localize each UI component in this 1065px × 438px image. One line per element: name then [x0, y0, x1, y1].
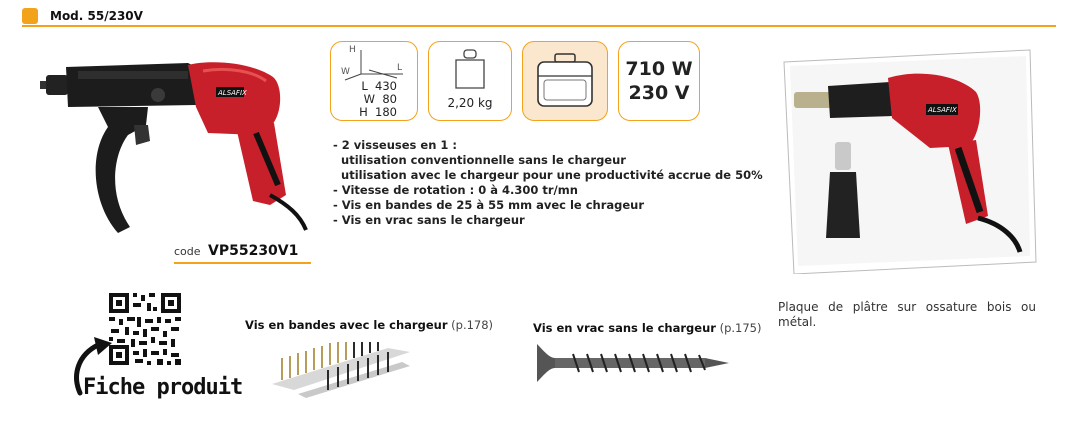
header-rule [22, 25, 1056, 27]
dimension-height: H 180 [359, 105, 397, 119]
screwdriver-with-magazine-image [38, 45, 308, 240]
carrying-case-icon [535, 52, 595, 110]
screws-strip-caption [245, 318, 493, 332]
photo-caption: Plaque de plâtre sur ossature bois ou métal. [778, 300, 1036, 329]
product-code-label: code [174, 245, 201, 258]
carrying-case-box [522, 41, 608, 121]
qr-code-icon[interactable] [107, 291, 183, 367]
header-tab-marker [22, 8, 38, 24]
product-code-value: VP55230V1 [208, 243, 299, 259]
screw-strip-image [268, 340, 413, 400]
power-box [618, 41, 700, 121]
single-screw-image [533, 340, 733, 386]
screws-bulk-page[interactable]: (p.175) [719, 321, 762, 335]
dimensions-icon [339, 44, 409, 82]
screws-strip-title: Vis en bandes avec le chargeur [245, 318, 448, 332]
svg-text:ALSAFIX: ALSAFIX [218, 89, 247, 97]
weight-box [428, 41, 512, 121]
power-volts: 230 V [628, 82, 690, 104]
weight-value: 2,20 kg [447, 96, 493, 110]
svg-text:L: L [397, 63, 403, 73]
dimension-width: W 80 [363, 92, 397, 106]
feature-item: utilisation avec le chargeur pour une productivité accrue de 50% [333, 168, 763, 182]
feature-item: - Vis en bandes de 25 à 55 mm avec le chrageur [333, 198, 645, 212]
dimension-length: L 430 [361, 79, 397, 93]
svg-text:ALSAFIX: ALSAFIX [928, 106, 957, 114]
product-code-rule [174, 262, 311, 264]
fiche-produit-label[interactable]: Fiche produit [83, 375, 243, 400]
weight-icon [453, 48, 487, 90]
feature-item: - 2 visseuses en 1 : [333, 138, 457, 152]
feature-item: utilisation conventionnelle sans le chargeur [333, 153, 626, 167]
screws-strip-page[interactable]: (p.178) [451, 318, 494, 332]
model-title: Mod. 55/230V [50, 9, 143, 23]
power-watts: 710 W [625, 58, 693, 80]
svg-text:W: W [341, 67, 350, 77]
feature-item: - Vis en vrac sans le chargeur [333, 213, 525, 227]
tool-photo [780, 48, 1038, 274]
features-list [333, 138, 763, 228]
feature-item: - Vitesse de rotation : 0 à 4.300 tr/mn [333, 183, 578, 197]
screws-bulk-caption [533, 321, 762, 335]
svg-text:H: H [349, 45, 356, 55]
dimensions-box [330, 41, 418, 121]
screws-bulk-title: Vis en vrac sans le chargeur [533, 321, 716, 335]
